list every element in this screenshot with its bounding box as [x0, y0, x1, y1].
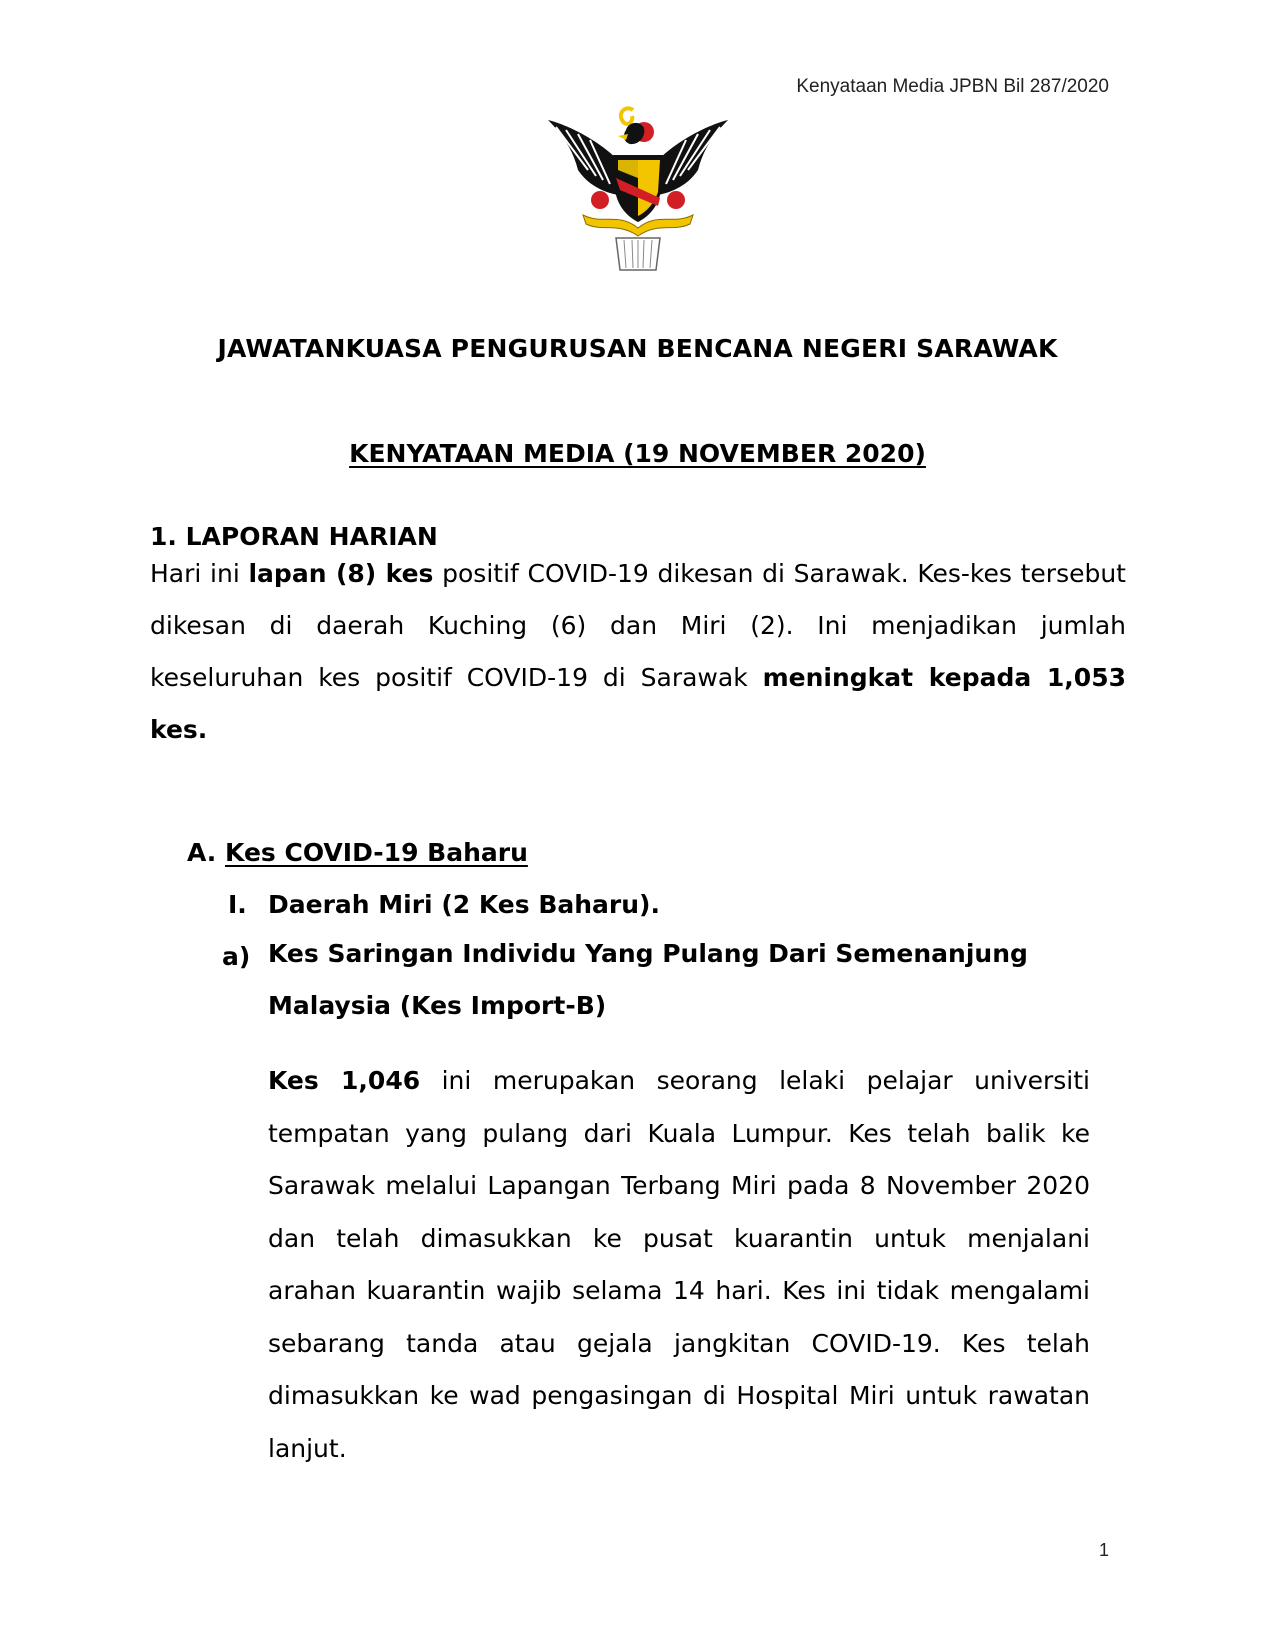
coat-of-arms-logo [548, 100, 728, 275]
case-description-paragraph: Kes 1,046 ini merupakan seorang lelaki pelajar universiti tempatan yang pulang dari Kuala Lumpur. Kes telah balik ke Sarawak melalui Lapangan Terbang Miri pada 8 November 2020 dan telah dimasukkan ke pusat kuarantin untuk menjalani arahan kuarantin wajib selama 14 hari. Kes ini tidak mengalami sebarang tanda atau gejala jangkitan COVID-19. Kes telah dimasukkan ke wad pengasingan di Hospital Miri untuk rawatan lanjut. [268, 1066, 1090, 1463]
organization-title: JAWATANKUASA PENGURUSAN BENCANA NEGERI SARAWAK [217, 334, 1058, 363]
subsection-heading: A. Kes COVID-19 Baharu [187, 838, 528, 867]
daily-report-paragraph: Hari ini lapan (8) kes positif COVID-19 dikesan di Sarawak. Kes-kes tersebut dikesan di daerah Kuching (6) dan Miri (2). Ini menjadikan jumlah keseluruhan kes positif COVID-19 di Sarawak meningkat kepada 1,053 kes. [150, 559, 1126, 744]
media-statement-title: KENYATAAN MEDIA (19 NOVEMBER 2020) [349, 439, 926, 468]
section-heading: 1. LAPORAN HARIAN [150, 522, 438, 551]
page-number: 1 [1098, 1540, 1109, 1560]
document-reference: Kenyataan Media JPBN Bil 287/2020 [796, 76, 1109, 97]
